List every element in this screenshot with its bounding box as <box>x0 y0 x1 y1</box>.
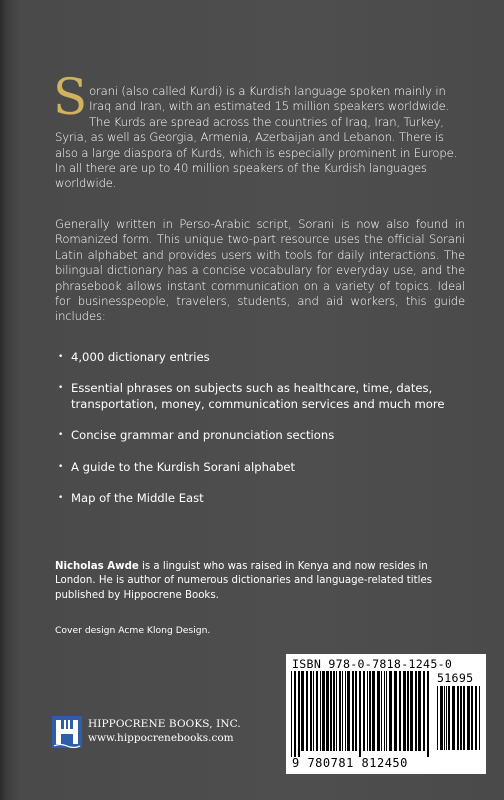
ean-barcode-bars <box>290 671 430 757</box>
author-bio <box>55 560 455 603</box>
barcode-bar <box>313 671 314 751</box>
bullet-icon: • <box>58 461 64 472</box>
drop-cap: S <box>53 68 88 126</box>
barcode-bar <box>369 671 371 751</box>
feature-item <box>58 350 448 365</box>
barcode-bar <box>415 671 417 751</box>
barcode-bar <box>427 671 429 757</box>
ean-digits: 9 780781 812450 <box>292 756 408 770</box>
barcode-bar <box>389 671 392 751</box>
barcode-bar <box>333 671 335 751</box>
barcode-bar <box>444 686 445 750</box>
barcode-bar <box>320 671 321 751</box>
feature-text: 4,000 dictionary entries <box>71 350 210 364</box>
barcode-bar <box>384 671 385 751</box>
price-barcode-bars <box>436 686 482 756</box>
barcode-bar <box>363 671 365 751</box>
barcode-bar <box>352 671 354 751</box>
bullet-icon: • <box>58 352 64 362</box>
barcode-bar <box>403 671 406 751</box>
barcode-bar <box>306 671 308 751</box>
barcode-bar <box>359 671 361 757</box>
barcode-bar <box>394 671 397 751</box>
feature-item <box>58 460 448 475</box>
isbn-label: ISBN 978-0-7818-1245-0 <box>292 657 453 671</box>
barcode-bar <box>418 671 421 751</box>
barcode-bar <box>440 686 443 750</box>
barcode-bar <box>399 671 401 751</box>
barcode-bar <box>291 671 292 757</box>
publisher-name: HIPPOCRENE BOOKS, INC. <box>88 718 241 730</box>
feature-item <box>58 491 448 506</box>
barcode-bar <box>410 671 413 751</box>
barcode-bar <box>326 671 329 751</box>
barcode-bar <box>446 686 447 750</box>
feature-text: Map of the Middle East <box>71 491 204 506</box>
bullet-icon: • <box>58 493 64 504</box>
barcode-bar <box>345 671 346 751</box>
barcode-bar <box>301 671 304 751</box>
barcode-bar <box>367 671 368 751</box>
price-code: 51695 <box>437 671 474 685</box>
barcode-bar <box>310 671 312 751</box>
barcode-bar <box>467 686 470 750</box>
barcode-bar <box>322 671 325 751</box>
barcode-bar <box>294 671 296 757</box>
barcode-bar <box>381 671 382 751</box>
barcode <box>286 654 486 774</box>
feature-list <box>58 350 448 522</box>
barcode-bar <box>355 671 357 751</box>
cover-credit: Cover design Acme Klong Design. <box>55 625 211 636</box>
barcode-bar <box>342 671 343 751</box>
author-bio-text: is a linguist who was raised in Kenya and now resides in London. He is author of numerous dictionaries and language-related titles published by Hippocrene Books. <box>55 561 433 601</box>
author-name: Nicholas Awde <box>55 561 139 572</box>
bullet-icon: • <box>58 430 64 441</box>
barcode-bar <box>452 686 455 750</box>
feature-text: Concise grammar and pronunciation sections <box>71 428 335 443</box>
publisher-logo <box>52 716 252 750</box>
bullet-icon: • <box>58 383 64 394</box>
barcode-bar <box>372 671 375 751</box>
feature-text: Essential phrases on subjects such as healthcare, time, dates, transportation, money, communication services and much more <box>71 381 445 411</box>
barcode-bar <box>339 671 341 751</box>
barcode-bar <box>316 671 318 751</box>
barcode-bar <box>298 671 300 757</box>
barcode-bar <box>386 671 387 751</box>
barcode-bar <box>475 686 477 750</box>
barcode-bar <box>457 686 459 750</box>
barcode-bar <box>448 686 450 750</box>
description-paragraph-1-text: orani (also called Kurdi) is a Kurdish language spoken mainly in Iraq and Iran, with an estimated 15 million speakers worldwide. The Kurds are spread across the countries of Iraq, Iran, Turkey, Syria, as well as Georgia, Armenia, Azerbaijan and Lebanon. There is also a large diaspora of Kurds, which is especially prominent in Europe. In all there are up to 40 million speakers of the Kurdish languages worldwide. <box>55 84 458 191</box>
barcode-bar <box>407 671 409 751</box>
feature-item <box>58 428 448 443</box>
barcode-bar <box>377 671 380 751</box>
feature-text: A guide to the Kurdish Sorani alphabet <box>71 459 296 474</box>
barcode-bar <box>479 686 480 750</box>
barcode-bar <box>423 671 425 751</box>
hippocrene-logo-icon <box>52 716 82 748</box>
barcode-bar <box>347 671 350 751</box>
barcode-bar <box>330 671 332 751</box>
description-paragraph-1 <box>53 68 465 192</box>
barcode-bar <box>336 671 337 751</box>
publisher-url: www.hippocrenebooks.com <box>88 732 234 744</box>
feature-item <box>58 381 448 412</box>
barcode-bar <box>471 686 473 750</box>
barcode-bar <box>463 686 465 750</box>
description-paragraph-2: Generally written in Perso-Arabic script, Sorani is now also found in Romanized form. This unique two-part resource uses the official Sorani Latin alphabet and provides users with tools for daily interactions. The bilingual dictionary has a concise vocabulary for everyday use, and the phrasebook allows instant communication on a variety of topics. Ideal for businesspeople, travelers, students, and aid workers, this guide includes: <box>55 217 465 324</box>
barcode-bar <box>437 686 438 750</box>
barcode-bar <box>460 686 462 750</box>
